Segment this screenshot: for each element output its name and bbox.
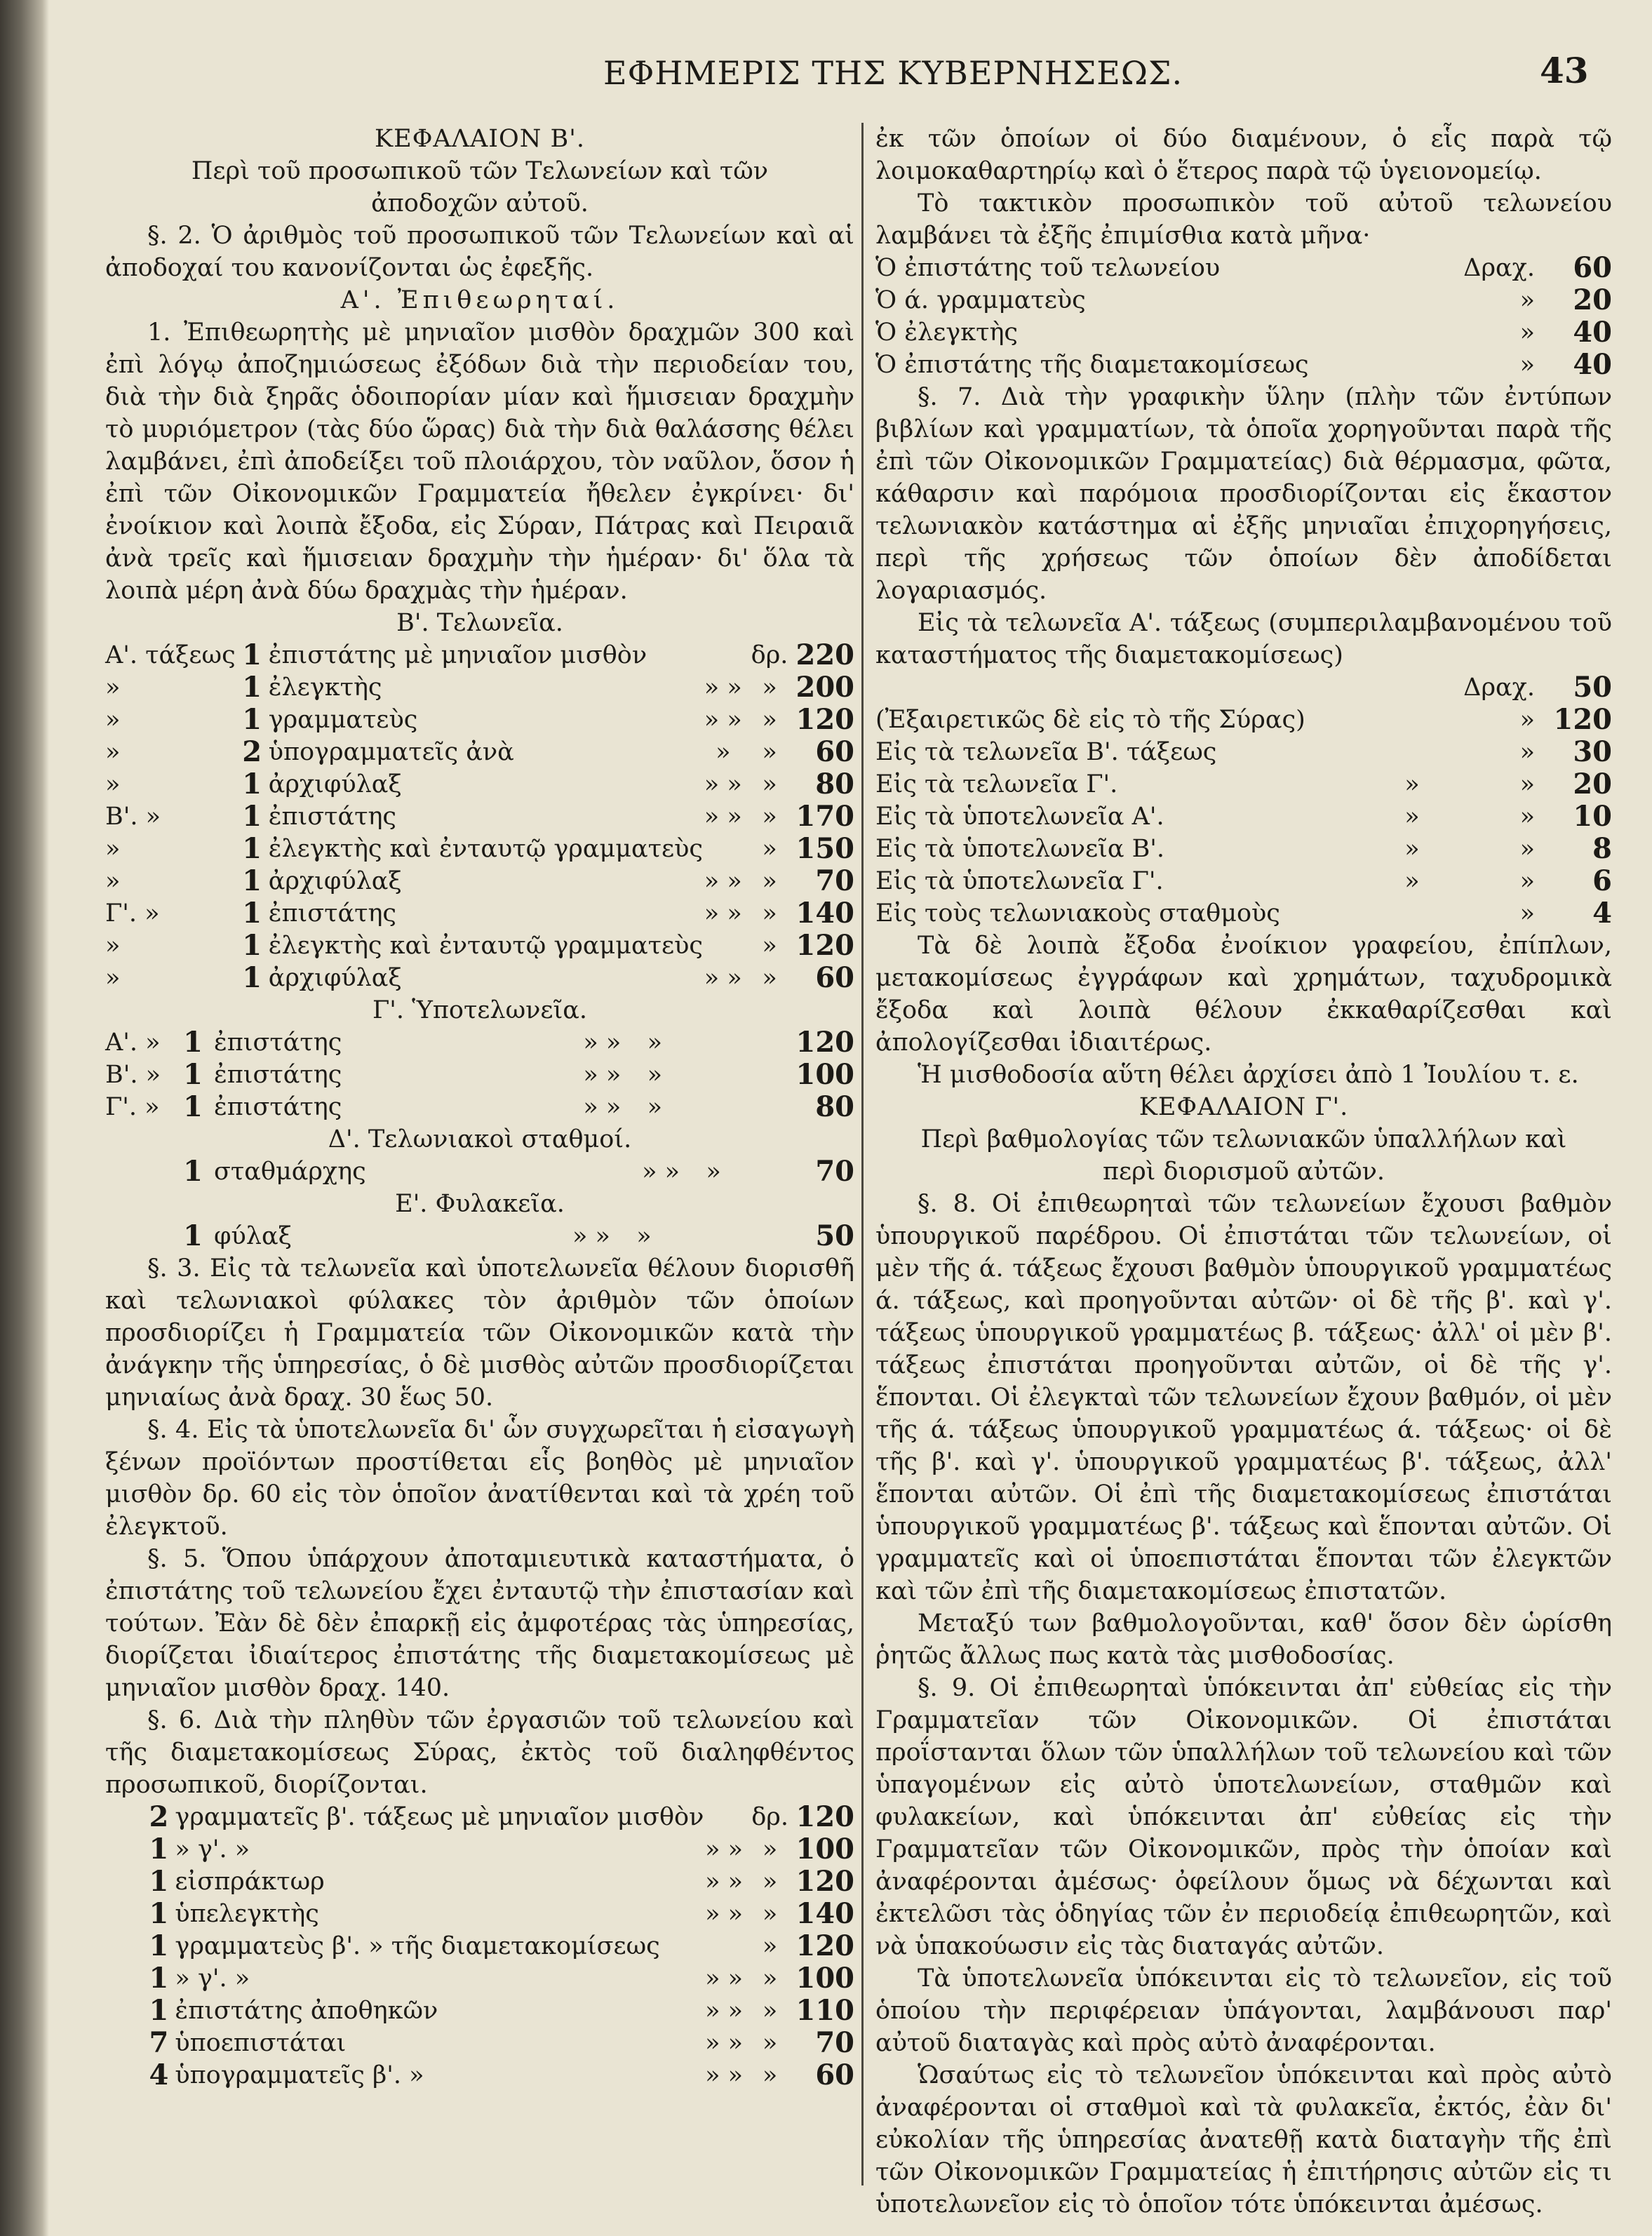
row-description: Εἰς τὰ ὑποτελωνεῖα Β'.	[875, 835, 1165, 863]
row-currency: »	[1519, 738, 1535, 766]
customs-salary-table	[105, 639, 854, 994]
row-count: 1	[149, 1994, 169, 2027]
row-class: »	[105, 964, 121, 992]
row-currency: »	[1519, 351, 1535, 379]
paragraph-inspector: 1. Ἐπιθεωρητὴς μὲ μηνιαῖον μισθὸν δραχμῶν 300 καὶ ἐπὶ λόγῳ ἀποζημιώσεως ἐξόδων διὰ τὴν περιοδείαν του, διὰ τὴν διὰ ξηρᾶς ὁδοιπορίαν μίαν καὶ ἥμισειαν δραχμὴν τὸ μυριόμετρον (τὰς δύο ὥρας) διὰ τὴν διὰ θαλάσσης θέλει λαμβάνει, ἐπὶ ἀποδείξει τοῦ πλοιάρχου, τὸν ναῦλον, ὅσον ἡ ἐπὶ τῶν Οἰκονομικῶν Γραμματεία ἤθελεν ἐγκρίνει· δι' ἐνοίκιον καὶ λοιπὰ ἔξοδα, εἰς Σύραν, Πάτρας καὶ Πειραιᾶ ἀνὰ τρεῖς καὶ ἥμισειαν δραχμὴν τὴν ἡμέραν· δι' ὅλα τὰ λοιπὰ μέρη ἀνὰ δύω δραχμὰς τὴν ἡμέραν.	[105, 319, 854, 605]
row-description: Ὁ ἐλεγκτὴς	[875, 319, 1019, 347]
row-amount: 30	[1573, 735, 1612, 768]
right-column	[875, 123, 1612, 2221]
row-count: 1	[242, 671, 262, 704]
row-class: »	[105, 932, 121, 960]
row-amount: 140	[795, 1897, 854, 1930]
row-ditto: » »	[704, 867, 742, 895]
row-description: ἐπιστάτης μὲ μηνιαῖον μισθὸν	[268, 641, 647, 669]
row-currency: »	[1519, 803, 1535, 831]
row-currency: »	[762, 899, 777, 928]
row-ditto: » »	[704, 706, 742, 734]
row-amount: 40	[1573, 348, 1612, 381]
row-class	[105, 2059, 142, 2091]
row-amount: 120	[795, 1800, 854, 1833]
row-ditto: » »	[572, 1222, 610, 1250]
row-ditto: » »	[583, 1029, 622, 1057]
table-row	[105, 1220, 854, 1252]
row-ditto: » »	[704, 803, 742, 831]
row-count: 1	[149, 1929, 169, 1962]
row-count: 1	[183, 1026, 203, 1059]
row-description: ὑπελεγκτὴς	[175, 1900, 319, 1928]
table-row	[875, 704, 1612, 736]
paragraph-8: §. 8. Οἱ ἐπιθεωρηταὶ τῶν τελωνείων ἔχουσι βαθμὸν ὑπουργικοῦ παρέδρου. Οἱ ἐπιστάται τῶν τελωνείων, οἱ μὲν τῆς ά. τάξεως ἔχουσι βαθμὸν ὑπουργικοῦ γραμματέως ά. τάξεως, καὶ προηγοῦνται αὐτῶν· οἱ δὲ τῆς β'. καὶ γ'. τάξεως ὑπουργικοῦ γραμματέως β. τάξεως· ἀλλ' οἱ μὲν β'. τάξεως ἐπιστάται προηγοῦνται αὐτῶν, οἱ δὲ τῆς γ'. ἕπονται. Οἱ ἐλεγκταὶ τῶν τελωνείων ἔχουν βαθμόν, οἱ μὲν τῆς ά. τάξεως ὑπουργικοῦ γραμματέως ά. τάξεως· οἱ δὲ τῆς β'. καὶ γ'. ὑπουργικοῦ γραμματέως β'. τάξεως, ἀλλ' ἕπονται αὐτῶν. Οἱ ἐπὶ τῆς διαμετακομίσεως ἐπιστάται ὑπουργικοῦ γραμματέως β'. τάξεως καὶ ἕπονται αὐτῶν. Οἱ γραμματεῖς καὶ οἱ ὑποεπιστάται ἕπονται τῶν ἐλεγκτῶν καὶ τῶν ἐπὶ τῆς διαμετακομίσεως ἐπιστατῶν.	[875, 1190, 1612, 1605]
row-currency: »	[762, 803, 777, 831]
table-row	[105, 1026, 854, 1059]
row-amount: 70	[815, 2026, 854, 2059]
row-description: ἀρχιφύλαξ	[268, 770, 402, 798]
chapter-b-subtitle-2: ἀποδοχῶν αὐτοῦ.	[371, 189, 589, 217]
row-currency: »	[1519, 706, 1535, 734]
row-ditto: » »	[705, 1900, 744, 1928]
row-count: 1	[149, 1865, 169, 1898]
section-e-heading: Ε'. Φυλακεῖα.	[395, 1190, 565, 1218]
row-count: 1	[242, 929, 262, 962]
row-amount: 20	[1573, 283, 1612, 316]
row-ditto: »	[1404, 867, 1420, 895]
table-row	[105, 962, 854, 994]
row-description: ἀρχιφύλαξ	[268, 867, 402, 895]
row-description: ὑπογραμματεῖς ἀνὰ	[268, 738, 514, 766]
row-description: Εἰς τὰ τελωνεῖα Β'. τάξεως	[875, 738, 1217, 766]
chapter-c-subtitle-2: περὶ διορισμοῦ αὐτῶν.	[1102, 1158, 1385, 1186]
row-description: ἐπιστάτης	[214, 1029, 342, 1057]
row-amount: 120	[795, 1929, 854, 1962]
row-currency: »	[1519, 770, 1535, 798]
row-amount: 10	[1573, 800, 1612, 833]
row-ditto: » »	[704, 899, 742, 928]
row-description: σταθμάρχης	[214, 1158, 366, 1186]
row-amount: 60	[815, 961, 854, 994]
paragraph-3: §. 3. Εἰς τὰ τελωνεῖα καὶ ὑποτελωνεῖα θέλουν διορισθῆ καὶ τελωνιακοὶ φύλακες τὸν ἀριθμὸν τῶν ὁποίων προσδιορίζει ἡ Γραμματεία τῶν Οἰκονομικῶν κατὰ τὴν ἀνάγκην τῆς ὑπηρεσίας, ὁ δὲ μισθὸς αὐτῶν προσδιορίζεται μηνιαίως ἀνὰ δραχ. 30 ἕως 50.	[105, 1254, 854, 1412]
chapter-b-title: ΚΕΦΑΛΑΙΟΝ Β'.	[375, 125, 585, 153]
row-description: ἐπιστάτης	[214, 1093, 342, 1121]
section-c-heading: Γ'. Ὑποτελωνεῖα.	[372, 996, 588, 1024]
paragraph-9-subcustoms: Τὰ ὑποτελωνεῖα ὑπόκεινται εἰς τὸ τελωνεῖον, εἰς τοῦ ὁποίου τὴν περιφέρειαν ὑπάγονται, λαμβάνουσι παρ' αὐτοῦ διαταγὰς καὶ πρὸς αὐτὸ ἀναφέρονται.	[875, 1964, 1612, 2057]
row-currency: »	[762, 770, 777, 798]
row-ditto: »	[1404, 803, 1420, 831]
row-ditto: » »	[705, 1964, 744, 1993]
row-currency: »	[636, 1222, 652, 1250]
row-description: ἐπιστάτης	[214, 1061, 342, 1089]
row-amount: 100	[795, 1833, 854, 1866]
row-description: φύλαξ	[214, 1222, 292, 1250]
row-description: ἐπιστάτης ἀποθηκῶν	[175, 1997, 438, 2025]
row-currency: »	[762, 2061, 778, 2089]
row-ditto: » »	[705, 1868, 744, 1896]
row-class: »	[105, 738, 121, 766]
row-currency: »	[762, 1868, 778, 1896]
row-class	[105, 1995, 142, 2027]
row-ditto	[703, 833, 744, 865]
row-amount: 110	[795, 1994, 854, 2027]
row-currency: »	[762, 867, 777, 895]
left-column	[105, 123, 854, 2091]
page-number: 43	[1540, 50, 1589, 91]
row-currency: »	[762, 835, 777, 863]
guards-salary-table	[105, 1220, 854, 1252]
row-count: 1	[242, 768, 262, 801]
row-currency: »	[762, 932, 777, 960]
table-row	[105, 1801, 854, 1833]
row-amount: 50	[1573, 671, 1612, 704]
table-row	[105, 865, 854, 897]
table-row	[105, 736, 854, 768]
row-class	[105, 1866, 142, 1898]
row-ditto	[1388, 252, 1437, 284]
row-description: Ὁ ά. γραμματεὺς	[875, 286, 1086, 314]
row-ditto	[703, 639, 744, 671]
table-row	[105, 2027, 854, 2059]
table-row	[105, 1156, 854, 1188]
row-count: 1	[242, 800, 262, 833]
row-class	[105, 1898, 142, 1930]
row-count: 1	[242, 897, 262, 930]
row-ditto: » »	[704, 674, 742, 702]
row-class: »	[105, 706, 121, 734]
paragraph-8-ranking: Μεταξύ των βαθμολογοῦνται, καθ' ὅσον δὲν ὡρίσθη ῥητῶς ἄλλως πως κατὰ τὰς μισθοδοσίας.	[875, 1609, 1612, 1670]
row-description: γραμματεὺς	[268, 706, 418, 734]
table-row	[875, 736, 1612, 768]
row-amount: 120	[1553, 703, 1612, 736]
row-currency: »	[762, 738, 777, 766]
table-row	[875, 865, 1612, 897]
row-count: 1	[242, 864, 262, 897]
row-count: 2	[149, 1800, 169, 1833]
row-currency: »	[1519, 867, 1535, 895]
table-row	[105, 1930, 854, 1962]
row-class	[105, 2027, 142, 2059]
row-count: 1	[149, 1962, 169, 1995]
row-class: »	[105, 674, 121, 702]
row-ditto: » »	[642, 1158, 680, 1186]
row-amount: 120	[795, 1865, 854, 1898]
row-currency: »	[762, 964, 777, 992]
row-amount: 60	[815, 735, 854, 768]
chapter-b-subtitle-1: Περὶ τοῦ προσωπικοῦ τῶν Τελωνείων καὶ τῶν	[191, 157, 769, 185]
table-row	[875, 671, 1612, 704]
paragraph-7: §. 7. Διὰ τὴν γραφικὴν ὕλην (πλὴν τῶν ἐντύπων βιβλίων καὶ γραμματίων, τὰ ὁποῖα χορηγοῦνται παρὰ τῆς ἐπὶ τῶν Οἰκονομικῶν Γραμματείας) διὰ θέρμασμα, φῶτα, κάθαρσιν καὶ παρόμοια προσδιορίζονται εἰς ἕκαστον τελωνιακὸν κατάστημα αἱ ἐξῆς μηνιαῖαι ἐπιχορηγήσεις, περὶ τῆς χρήσεως τῶν ὁποίων δὲν ἀποδίδεται λογαριασμός.	[875, 383, 1612, 605]
table-row	[105, 833, 854, 865]
row-amount: 120	[795, 1026, 854, 1059]
row-amount: 70	[815, 864, 854, 897]
row-currency: »	[706, 1158, 721, 1186]
row-description: ἐλεγκτὴς καὶ ἐνταυτῷ γραμματεὺς	[268, 932, 703, 960]
row-description: εἰσπράκτωρ	[175, 1868, 325, 1896]
section-b-heading: Β'. Τελωνεῖα.	[396, 609, 563, 637]
row-description: » γ'. »	[175, 1835, 250, 1863]
row-description: Εἰς τὰ ὑποτελωνεῖα Α'.	[875, 803, 1164, 831]
row-amount: 80	[815, 1090, 854, 1123]
row-currency: δρ.	[751, 1803, 788, 1831]
row-count: 1	[183, 1155, 203, 1188]
table-row	[105, 1833, 854, 1866]
book-spine-shadow	[0, 0, 49, 2236]
row-currency: »	[647, 1029, 663, 1057]
row-currency: »	[1519, 899, 1535, 928]
row-count: 1	[242, 638, 262, 671]
row-description: γραμματεῖς β'. τάξεως μὲ μηνιαῖον μισθὸν	[175, 1803, 704, 1831]
table-row	[105, 1866, 854, 1898]
row-description: Εἰς τὰ ὑποτελωνεῖα Γ'.	[875, 867, 1164, 895]
row-description: Εἰς τὰ τελωνεῖα Γ'.	[875, 770, 1118, 798]
row-count: 1	[183, 1058, 203, 1091]
table-row	[105, 671, 854, 704]
table-row	[875, 349, 1612, 381]
row-count: 1	[183, 1219, 203, 1252]
stations-salary-table	[105, 1156, 854, 1188]
table-row	[875, 801, 1612, 833]
row-amount: 150	[795, 832, 854, 865]
row-ditto	[1388, 284, 1437, 316]
row-ditto: » »	[705, 1997, 744, 2025]
row-class: Α'. »	[105, 1029, 161, 1057]
row-currency: »	[762, 1997, 778, 2025]
table-row	[105, 897, 854, 930]
row-ditto	[1388, 316, 1437, 349]
row-description: ἀρχιφύλαξ	[268, 964, 402, 992]
table-row	[105, 1962, 854, 1995]
row-ditto: » »	[583, 1061, 622, 1089]
table-row	[875, 833, 1612, 865]
chapter-c-subtitle-1: Περὶ βαθμολογίας τῶν τελωνιακῶν ὑπαλλήλων καὶ	[920, 1125, 1567, 1153]
row-class: »	[105, 770, 121, 798]
row-amount: 170	[795, 800, 854, 833]
section-d-heading: Δ'. Τελωνιακοὶ σταθμοί.	[328, 1125, 632, 1153]
table-row	[875, 897, 1612, 930]
gazette-title: ΕΦΗΜΕΡΙΣ ΤΗΣ ΚΥΒΕΡΝΗΣΕΩΣ.	[603, 54, 1183, 92]
paragraph-2: §. 2. Ὁ ἀριθμὸς τοῦ προσωπικοῦ τῶν Τελωνείων καὶ αἱ ἀποδοχαί του κανονίζονται ὡς ἐφεξῆς.	[105, 222, 854, 282]
row-class: Γ'. »	[105, 1093, 160, 1121]
row-currency: »	[1519, 835, 1535, 863]
row-count: 1	[242, 832, 262, 865]
paragraph-9-stations: Ὡσαύτως εἰς τὸ τελωνεῖον ὑπόκεινται καὶ πρὸς αὐτὸ ἀναφέρονται οἱ σταθμοὶ καὶ τὰ φυλακεῖα, ἐκτός, ἐὰν δι' εὐκολίαν τῆς ὑπηρεσίας ἀνατεθῇ κατὰ διαταγὴν τῆς ἐπὶ τῶν Οἰκονομικῶν Γραμματείας ἡ ἐπιτήρησις αὐτῶν εἰς τι ὑποτελωνεῖον εἰς τὸ ὁποῖον τότε ὑπόκεινται ἀμέσως.	[875, 2061, 1612, 2218]
row-amount: 4	[1592, 897, 1612, 930]
row-currency: »	[762, 1835, 778, 1863]
row-class	[105, 1801, 142, 1833]
row-amount: 120	[795, 703, 854, 736]
row-currency: »	[647, 1061, 663, 1089]
section-a-heading: Α'. Ἐπιθεωρηταί.	[340, 286, 619, 314]
row-amount: 80	[815, 768, 854, 801]
row-ditto: » »	[704, 770, 742, 798]
row-ditto: »	[716, 738, 731, 766]
row-ditto	[1388, 704, 1437, 736]
row-class: Γ'. »	[105, 899, 160, 928]
bonus-table	[875, 252, 1612, 381]
row-amount: 100	[795, 1962, 854, 1995]
table-row	[105, 1059, 854, 1091]
row-ditto	[703, 930, 744, 962]
table-row	[105, 930, 854, 962]
table-row	[875, 284, 1612, 316]
row-ditto	[1388, 671, 1437, 704]
row-ditto: » »	[583, 1093, 622, 1121]
row-count: 1	[183, 1090, 203, 1123]
row-currency: Δραχ.	[1463, 254, 1535, 282]
subcustoms-salary-table	[105, 1026, 854, 1123]
paragraph-other-expenses: Τὰ δὲ λοιπὰ ἔξοδα ἐνοίκιον γραφείου, ἐπίπλων, μετακομίσεως ἐγγράφων καὶ χρημάτων, ταχυδρομικὰ ἔξοδα καὶ λοιπὰ θέλουν ἐκκαθαρίζεσθαι καὶ ἀπολογίζεσθαι ἰδιαιτέρως.	[875, 932, 1612, 1057]
row-count: 4	[149, 2058, 169, 2091]
row-description: Ὁ ἐπιστάτης τῆς διαμετακομίσεως	[875, 351, 1309, 379]
row-currency: »	[762, 1900, 778, 1928]
row-currency: Δραχ.	[1463, 674, 1535, 702]
paragraph-payroll-start: Ἡ μισθοδοσία αὕτη θέλει ἀρχίσει ἀπὸ 1 Ἰουλίου τ. ε.	[918, 1061, 1579, 1089]
row-description: Ὁ ἐπιστάτης τοῦ τελωνείου	[875, 254, 1221, 282]
row-amount: 120	[795, 929, 854, 962]
column-divider	[861, 123, 864, 2185]
row-currency: »	[762, 706, 777, 734]
row-amount: 60	[1573, 251, 1612, 284]
row-description: Εἰς τοὺς τελωνιακοὺς σταθμοὺς	[875, 899, 1280, 928]
paragraph-7-grants-intro: Εἰς τὰ τελωνεῖα Α'. τάξεως (συμπεριλαμβανομένου τοῦ καταστήματος τῆς διαμετακομίσεως)	[875, 609, 1612, 669]
row-class: »	[105, 867, 121, 895]
table-row	[105, 2059, 854, 2091]
row-ditto	[704, 1930, 744, 1962]
table-row	[105, 639, 854, 671]
row-description: ἐλεγκτὴς	[268, 674, 382, 702]
row-currency: »	[762, 1964, 778, 1993]
row-class	[105, 1930, 142, 1962]
paragraph-6: §. 6. Διὰ τὴν πληθὺν τῶν ἐργασιῶν τοῦ τελωνείου καὶ τῆς διαμετακομίσεως Σύρας, ἐκτὸς τοῦ διαληφθέντος προσωπικοῦ, διορίζονται.	[105, 1706, 854, 1799]
row-currency: »	[647, 1093, 663, 1121]
paragraph-4: §. 4. Εἰς τὰ ὑποτελωνεῖα δι' ὧν συγχωρεῖται ἡ εἰσαγωγὴ ξένων προϊόντων προστίθεται εἷς βοηθὸς μὲ μηνιαῖον μισθὸν δρ. 60 εἰς τὸν ὁποῖον ἀνατίθενται καὶ τὰ χρέη τοῦ ἐλεγκτοῦ.	[105, 1416, 854, 1541]
table-row	[105, 768, 854, 801]
row-amount: 70	[815, 1155, 854, 1188]
table-row	[105, 1091, 854, 1123]
row-ditto: » »	[705, 2061, 744, 2089]
table-row	[105, 1995, 854, 2027]
row-amount: 200	[795, 671, 854, 704]
row-ditto: » »	[705, 2029, 744, 2057]
table-row	[105, 1898, 854, 1930]
row-class: »	[105, 835, 121, 863]
paragraph-6-continued: ἐκ τῶν ὁποίων οἱ δύο διαμένουν, ὁ εἷς παρὰ τῷ λοιμοκαθαρτηρίῳ καὶ ὁ ἕτερος παρὰ τῷ ὑγειονομείῳ.	[875, 125, 1612, 185]
row-ditto	[1388, 736, 1437, 768]
syra-staff-table	[105, 1801, 854, 2091]
row-currency: »	[762, 2029, 778, 2057]
row-class: Α'. τάξεως	[105, 641, 236, 669]
row-ditto	[1388, 897, 1437, 930]
table-row	[875, 316, 1612, 349]
row-description	[875, 671, 1388, 704]
row-description: ἐπιστάτης	[268, 803, 397, 831]
row-count: 1	[242, 961, 262, 994]
row-description: ὑποεπιστάται	[175, 2029, 347, 2057]
row-currency: »	[1519, 319, 1535, 347]
grants-table	[875, 671, 1612, 930]
paragraph-9: §. 9. Οἱ ἐπιθεωρηταὶ ὑπόκεινται ἀπ' εὐθείας εἰς τὴν Γραμματεῖαν τῶν Οἰκονομικῶν. Οἱ ἐπιστάται προΐστανται ὅλων τῶν ὑπαλλήλων τοῦ τελωνείου καὶ τῶν ὑπαγομένων εἰς αὐτὸ ὑποτελωνείων, σταθμῶν καὶ φυλακείων, καὶ ὑπόκεινται ἀπ' εὐθείας εἰς τὴν Γραμματεῖαν τῶν Οἰκονομικῶν, πρὸς τὴν ὁποίαν καὶ ἀναφέρονται ἀμέσως· ὀφείλουν ὅμως νὰ δέχωνται καὶ ἐκτελῶσι τὰς ὁδηγίας τῶν ἐν περιοδείᾳ ἐπιθεωρητῶν, καὶ νὰ ὑπακούωσιν εἰς τὰς διαταγάς αὐτῶν.	[875, 1674, 1612, 1960]
row-class: Β'. »	[105, 803, 161, 831]
row-amount: 8	[1592, 832, 1612, 865]
row-count: 1	[149, 1897, 169, 1930]
paragraph-5: §. 5. Ὅπου ὑπάρχουν ἀποταμιευτικὰ καταστήματα, ὁ ἐπιστάτης τοῦ τελωνείου ἔχει ἐνταυτῷ τὴν ἐπιστασίαν καὶ τούτων. Ἐὰν δὲ δὲν ἐπαρκῇ εἰς ἀμφοτέρας τὰς ὑπηρεσίας, διορίζεται ἰδιαίτερος ἐπιστάτης τῆς διαμετακομίσεως μὲ μηνιαῖον μισθὸν δραχ. 140.	[105, 1545, 854, 1702]
row-class: Β'. »	[105, 1061, 161, 1089]
row-ditto	[1388, 349, 1437, 381]
row-class	[105, 1962, 142, 1995]
row-amount: 6	[1592, 864, 1612, 897]
row-class	[105, 1833, 142, 1866]
row-amount: 50	[815, 1219, 854, 1252]
row-ditto: »	[1404, 770, 1420, 798]
row-ditto: » »	[705, 1835, 744, 1863]
row-description: ἐπιστάτης	[268, 899, 397, 928]
row-amount: 60	[815, 2058, 854, 2091]
row-description: » γ'. »	[175, 1964, 250, 1993]
row-currency: »	[1519, 286, 1535, 314]
row-amount: 40	[1573, 316, 1612, 349]
row-amount: 20	[1573, 768, 1612, 801]
row-count: 1	[242, 703, 262, 736]
row-currency: δρ.	[751, 641, 788, 669]
row-currency: »	[762, 674, 777, 702]
row-class	[105, 1156, 172, 1188]
row-description: γραμματεὺς β'. » τῆς διαμετακομίσεως	[175, 1932, 660, 1960]
row-ditto: »	[1404, 835, 1420, 863]
row-count: 2	[242, 735, 262, 768]
chapter-c-title: ΚΕΦΑΛΑΙΟΝ Γ'.	[1139, 1093, 1349, 1121]
row-class	[105, 1220, 172, 1252]
table-row	[105, 801, 854, 833]
paragraph-tactical-staff: Τὸ τακτικὸν προσωπικὸν τοῦ αὐτοῦ τελωνείου λαμβάνει τὰ ἐξῆς ἐπιμίσθια κατὰ μῆνα·	[875, 189, 1612, 250]
row-count: 1	[149, 1833, 169, 1866]
table-row	[875, 768, 1612, 801]
row-currency: »	[762, 1932, 778, 1960]
row-description: (Ἐξαιρετικῶς δὲ εἰς τὸ τῆς Σύρας)	[875, 706, 1305, 734]
row-description: ὑπογραμματεῖς β'. »	[175, 2061, 424, 2089]
row-description: ἐλεγκτὴς καὶ ἐνταυτῷ γραμματεὺς	[268, 835, 703, 863]
table-row	[875, 252, 1612, 284]
table-row	[105, 704, 854, 736]
row-ditto	[704, 1801, 744, 1833]
row-amount: 220	[795, 638, 854, 671]
row-ditto: » »	[704, 964, 742, 992]
row-amount: 140	[795, 897, 854, 930]
row-amount: 100	[795, 1058, 854, 1091]
page-header	[0, 46, 1652, 102]
row-count: 7	[149, 2026, 169, 2059]
